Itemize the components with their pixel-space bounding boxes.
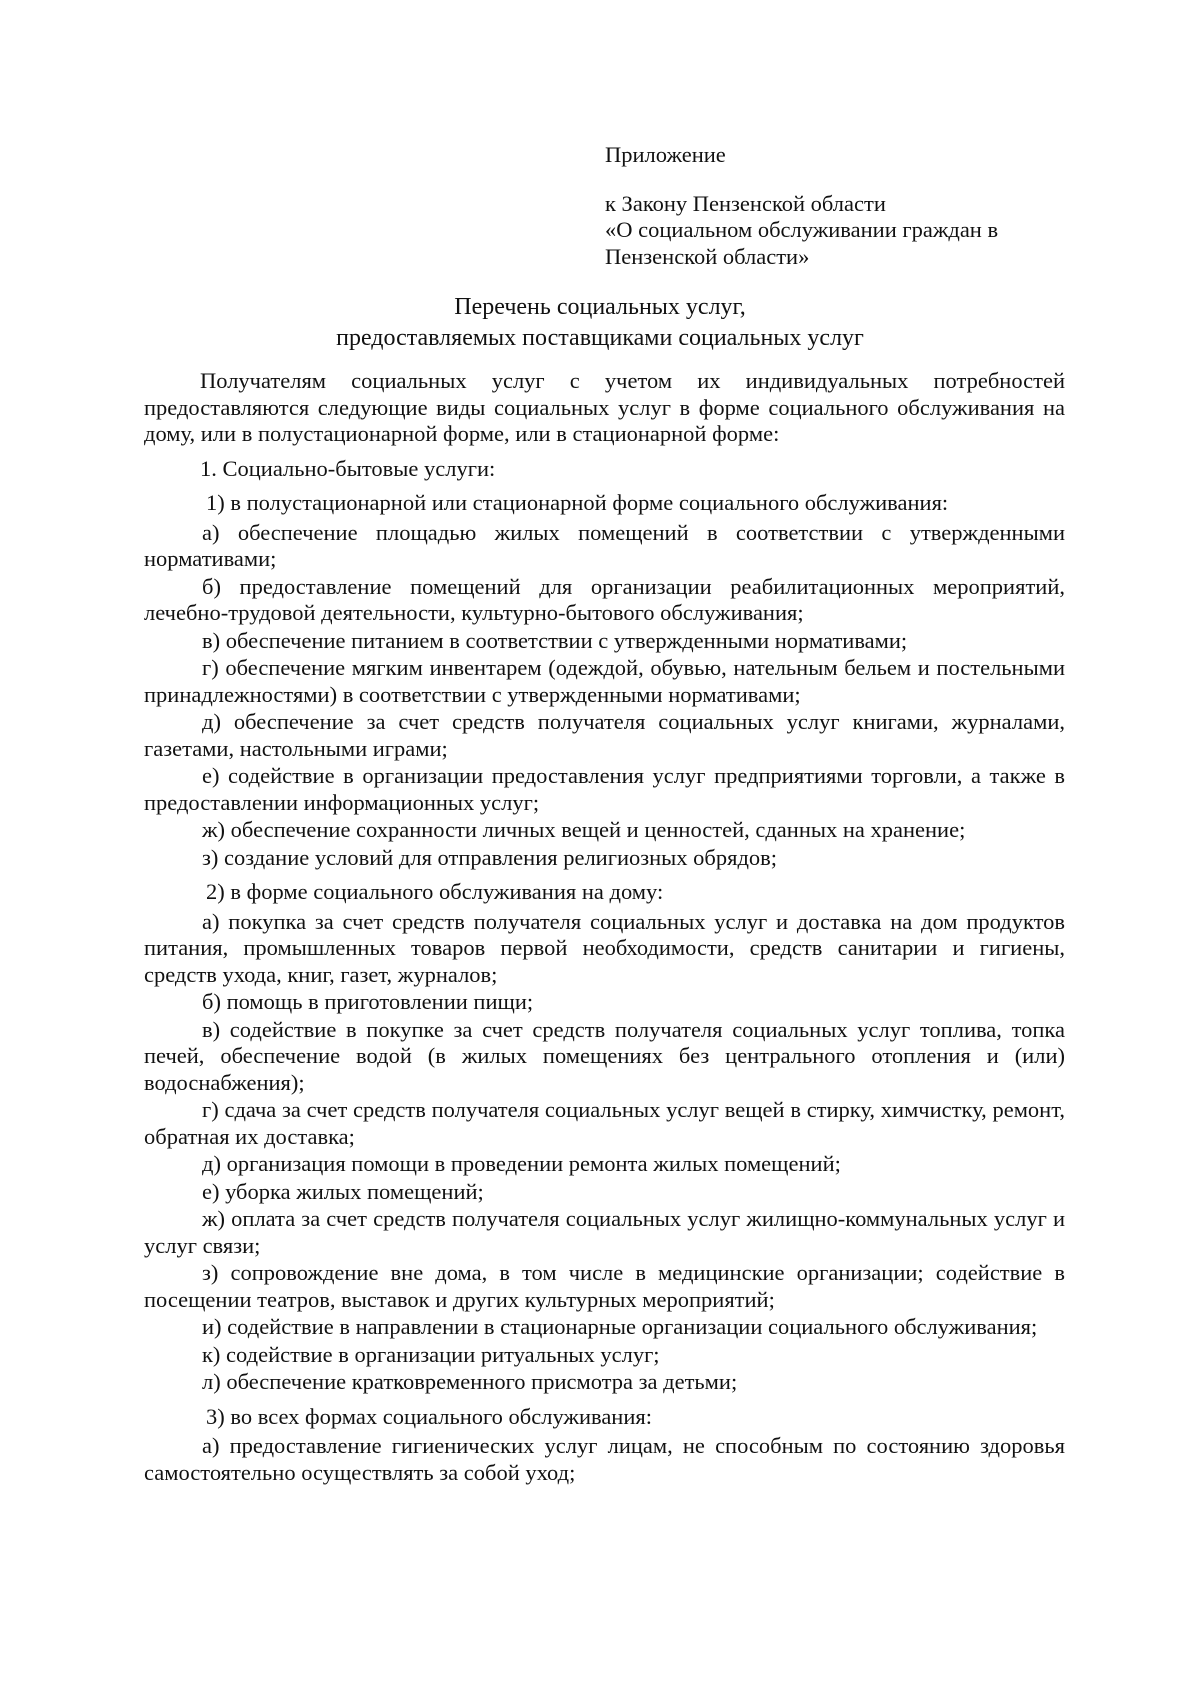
list-item: и) содействие в направлении в стационарные организации социального обслуживания; <box>202 1314 1038 1339</box>
list-item: к) содействие в организации ритуальных услуг; <box>202 1341 660 1367</box>
document-body <box>144 368 1065 1486</box>
list-item: л) обеспечение кратковременного присмотра за детьми; <box>202 1369 738 1394</box>
list-item: д) обеспечение за счет средств получателя социальных услуг книгами, журналами, газетами, настольными играми; <box>144 709 1065 761</box>
appendix-block <box>605 142 1075 270</box>
subsection-heading: 2) в форме социального обслуживания на дому: <box>206 879 664 904</box>
list-item: д) организация помощи в проведении ремонта жилых помещений; <box>202 1151 841 1176</box>
list-item: а) предоставление гигиенических услуг лицам, не способным по состоянию здоровья самостоятельно осуществлять за собой уход; <box>144 1433 1065 1485</box>
list-item: ж) обеспечение сохранности личных вещей и ценностей, сданных на хранение; <box>202 817 966 842</box>
document-title <box>0 292 1200 354</box>
section-heading: 1. Социально-бытовые услуги: <box>200 455 496 481</box>
subsection-heading: 3) во всех формах социального обслуживания: <box>206 1403 652 1429</box>
list-item: б) предоставление помещений для организации реабилитационных мероприятий, лечебно-трудовой деятельности, культурно-бытового обслуживания; <box>144 573 1065 625</box>
list-item: б) помощь в приготовлении пищи; <box>202 989 534 1014</box>
list-item: в) содействие в покупке за счет средств получателя социальных услуг топлива, топка печей, обеспечение водой (в жилых помещениях без центрального отопления и (или) водоснабжения); <box>144 1016 1065 1095</box>
law-line: Пензенской области» <box>605 243 810 269</box>
title-line: Перечень социальных услуг, <box>454 294 746 320</box>
list-item: з) создание условий для отправления религиозных обрядов; <box>202 844 778 870</box>
list-item: ж) оплата за счет средств получателя социальных услуг жилищно-коммунальных услуг и услуг связи; <box>144 1206 1065 1258</box>
law-line: «О социальном обслуживании граждан в <box>605 217 999 242</box>
title-line: предоставляемых поставщиками социальных услуг <box>336 325 864 351</box>
list-item: а) обеспечение площадью жилых помещений в соответствии с утвержденными нормативами; <box>144 519 1065 571</box>
law-line: к Закону Пензенской области <box>605 190 886 216</box>
appendix-title: Приложение <box>605 142 726 167</box>
list-item: г) обеспечение мягким инвентарем (одеждой, обувью, нательным бельем и постельными принадлежностями) в соответствии с утвержденными нормативами; <box>144 655 1065 707</box>
list-item: е) содействие в организации предоставления услуг предприятиями торговли, а также в предоставлении информационных услуг; <box>144 763 1065 815</box>
list-item: е) уборка жилых помещений; <box>202 1178 484 1204</box>
list-item: г) сдача за счет средств получателя социальных услуг вещей в стирку, химчистку, ремонт, обратная их доставка; <box>144 1097 1065 1149</box>
list-item: в) обеспечение питанием в соответствии с утвержденными нормативами; <box>202 627 908 653</box>
subsection-heading: 1) в полустационарной или стационарной форме социального обслуживания: <box>206 490 949 515</box>
intro-paragraph: Получателям социальных услуг с учетом их индивидуальных потребностей предоставляются следующие виды социальных услуг в форме социального обслуживания на дому, или в полустационарной форме, или в стационарной форме: <box>144 368 1065 446</box>
list-item: а) покупка за счет средств получателя социальных услуг и доставка на дом продуктов питания, промышленных товаров первой необходимости, средств санитарии и гигиены, средств ухода, книг, газет, журналов; <box>144 908 1065 987</box>
list-item: з) сопровождение вне дома, в том числе в медицинские организации; содействие в посещении театров, выставок и других культурных мероприятий; <box>144 1260 1065 1312</box>
